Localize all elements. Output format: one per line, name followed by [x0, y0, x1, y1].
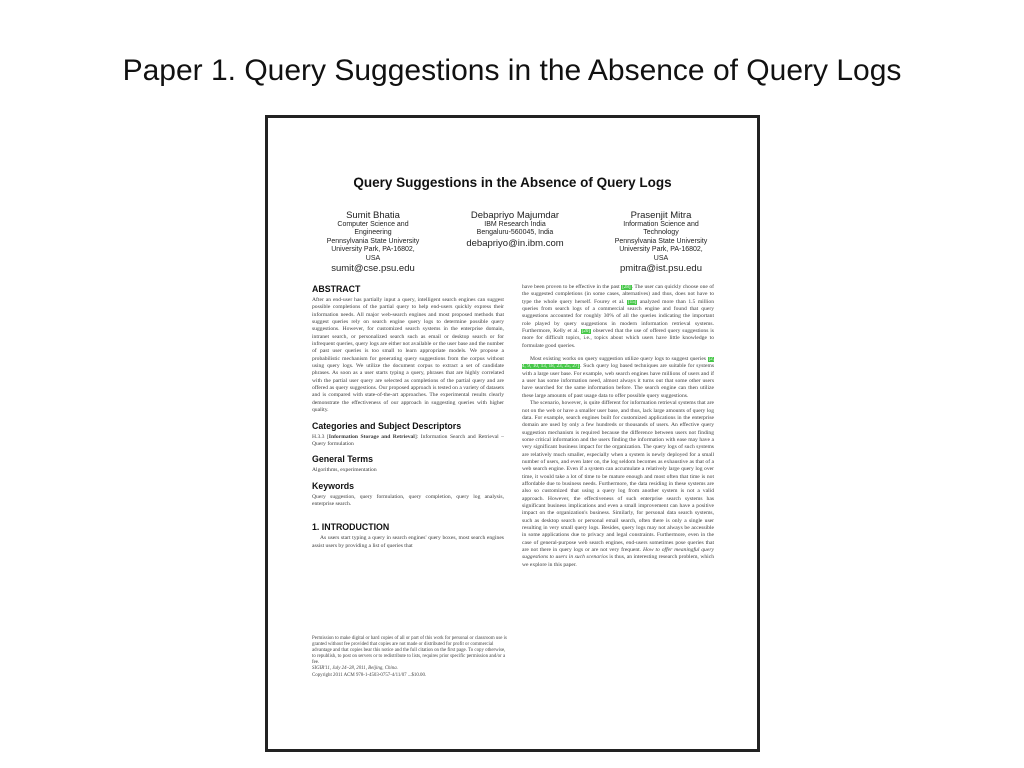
right-column — [522, 284, 714, 569]
author-email: sumit@cse.psu.edu — [331, 263, 415, 275]
author-2 — [450, 210, 580, 249]
author-name: Prasenjit Mitra — [630, 210, 692, 221]
author-affiliation: USA — [365, 254, 381, 262]
text-run: have been proven to be effective in the past — [522, 284, 622, 290]
right-paragraph-1 — [522, 284, 714, 350]
author-affiliation: Pennsylvania State University — [614, 237, 708, 245]
introduction-heading: 1. INTRODUCTION — [312, 522, 390, 533]
categories-rest: ]: Information Search and Retrieval – Query formulation — [312, 433, 504, 447]
abstract-text: After an end-user has partially input a query, intelligent search engines can suggest possible completions of the partial query to help end-users quickly express their information needs. All major web-search engines and most proposed methods that suggest queries rely on search engine query logs to determine possible query suggestions. However, for customized search systems in the enterprise domain, intranet search, or personalized search such as email or desktop search or for infrequent queries, query logs are either not available or the user base and the number of past user queries is too small to learn appropriate models. We propose a probabilistic mechanism for generating query suggestions from the corpus without using query logs. We utilize the document corpus to extract a set of candidate phrases. As soon as a user starts typing a query, phrases that are highly correlated with the partial user query are selected as completions of the partial query and are offered as query suggestions. Our proposed approach is tested on a variety of datasets and is compared with state-of-the-art approaches. The experimental results clearly demonstrate the effectiveness of our approach in suggesting queries with higher quality. — [312, 297, 504, 414]
right-paragraph-2 — [522, 356, 714, 400]
author-affiliation: USA — [653, 254, 669, 262]
abstract-heading: ABSTRACT — [312, 284, 361, 294]
footnote-venue: SIGIR'11, July 24–28, 2011, Beijing, China. — [312, 666, 398, 672]
author-affiliation: Information Science and — [623, 221, 699, 228]
categories-bold: Information Storage and Retrieval — [328, 433, 415, 440]
author-name: Debapriyo Majumdar — [470, 210, 560, 221]
categories-heading: Categories and Subject Descriptors — [312, 420, 462, 431]
author-name: Sumit Bhatia — [346, 210, 400, 221]
paper-title: Query Suggestions in the Absence of Query Logs — [353, 175, 672, 190]
author-affiliation: University Park, PA-16802, — [619, 246, 703, 254]
author-affiliation: Pennsylvania State University — [326, 237, 420, 245]
text-run-italic: How to offer meaningful query suggestions to users in such scenarios — [522, 547, 715, 561]
keywords-text: Query suggestion, query formulation, query completion, query log analysis, enterprise search. — [312, 493, 504, 507]
author-affiliation: Bengaluru-560045, India — [476, 229, 554, 237]
citation-link[interactable]: [20] — [581, 329, 591, 335]
author-affiliation: Technology — [643, 229, 679, 237]
slide-title: Paper 1. Query Suggestions in the Absence of Query Logs — [122, 54, 902, 87]
footnote-copyright: Copyright 2011 ACM 978-1-4503-0757-4/11/07 ...$10.00. — [312, 672, 427, 678]
author-1 — [308, 210, 438, 274]
text-run: observed that the use of offered query suggestions is more for difficult topics, i.e., topics about which users have little knowledge to formulate good queries. — [522, 328, 714, 349]
categories-prefix: H.3.3 [ — [312, 433, 329, 440]
author-affiliation: University Park, PA-16802, — [331, 246, 415, 254]
citation-link[interactable]: [28] — [622, 285, 631, 290]
author-affiliation: Computer Science and — [337, 221, 409, 228]
text-run: The scenario, however, is quite different for information retrieval systems that are not on the web or have a smaller user base, and thus, lack large amounts of query log data. For example, search engines built for customized applications in the enterprise domain are used by only a few hundreds or thousands of users. An effective query suggestion mechanism is required because the difference between users not finding some critical information and the users finding the information with ease may have a very significant business impact for the organization. The query logs of such systems are relatively much smaller, especially when a system is newly deployed for a small number of users, and even later on, the log seldom becomes as exhaustive as that of a web search engine. Even if a system can accumulate a relatively large query log over time, it would take a lot of time to be mature enough and most often that time is not affordable due to business needs. Furthermore, the data residing in these systems are also so customized that using a query log from another system is not a valid approach. However, the effectiveness of such enterprise search systems has significant business implications and even a small improvement can have a positive impact on the organization's business. Similarly, for personal data search systems, such as desktop search or personal email search, often there is only a single user resulting in very small query logs. Besides, query logs may not always be accessible in some applications due to privacy and legal constraints. Furthermore, even in the case of general-purpose web search engines, end-users sometimes pose queries that are not there in query logs or are not very frequent. — [522, 400, 714, 554]
citation-link[interactable]: [15] — [627, 299, 637, 305]
author-email: pmitra@ist.psu.edu — [620, 263, 702, 275]
categories-text — [312, 434, 504, 449]
text-run: is thus, an interesting research problem, which we explore in this paper. — [522, 554, 714, 568]
general-terms-heading: General Terms — [312, 454, 373, 465]
author-3 — [596, 210, 726, 274]
footnote-permission: Permission to make digital or hard copies of all or part of this work for personal or classroom use is granted without fee provided that copies are not made or distributed for profit or commercial advantage and that copies bear this notice and the full citation on the first page. To copy otherwise, to republish, to post on servers or to redistribute to lists, requires prior specific permission and/or a fee. — [312, 636, 507, 666]
author-affiliation: IBM Research India — [484, 221, 546, 228]
text-run: . The user can quickly choose one of the suggested completions (in some cases, alternatives) and thus, does not have to type the whole query herself. Fourey et al. — [522, 284, 714, 305]
citation-link[interactable]: [2, 4, 9, 10, 13, 18, 23, 25, 27] — [522, 357, 714, 370]
author-affiliation: Engineering — [354, 229, 392, 237]
right-paragraph-3 — [522, 400, 714, 569]
text-run: . Such query log based techniques are suitable for systems with a large user base. For example, web search engines have millions of users and if a user has some information need, almost always it turns out that some other users have searched for the same information before. The search engine can then utilize these large amounts of past usage data to offer possible query suggestions. — [522, 363, 714, 399]
left-column — [312, 284, 504, 550]
paper-page-image — [265, 115, 760, 752]
author-email: debapriyo@in.ibm.com — [466, 237, 564, 249]
permission-footnote — [312, 636, 508, 679]
text-run: Most existing works on query suggestion utilize query logs to suggest queries — [530, 356, 708, 363]
text-run: analyzed more than 1.5 million queries from search logs of a commercial search engine and found that query suggestions accounted for roughly 30% of all the queries indicating the important role played by query suggestions in modern information retrieval systems. Furthermore, Kelly et al. — [522, 298, 714, 335]
general-terms-text: Algorithms, experimentation — [312, 467, 377, 474]
keywords-heading: Keywords — [312, 480, 355, 491]
introduction-text: As users start typing a query in search engines' query boxes, most search engines assist users by providing a list of queries that — [312, 535, 504, 549]
